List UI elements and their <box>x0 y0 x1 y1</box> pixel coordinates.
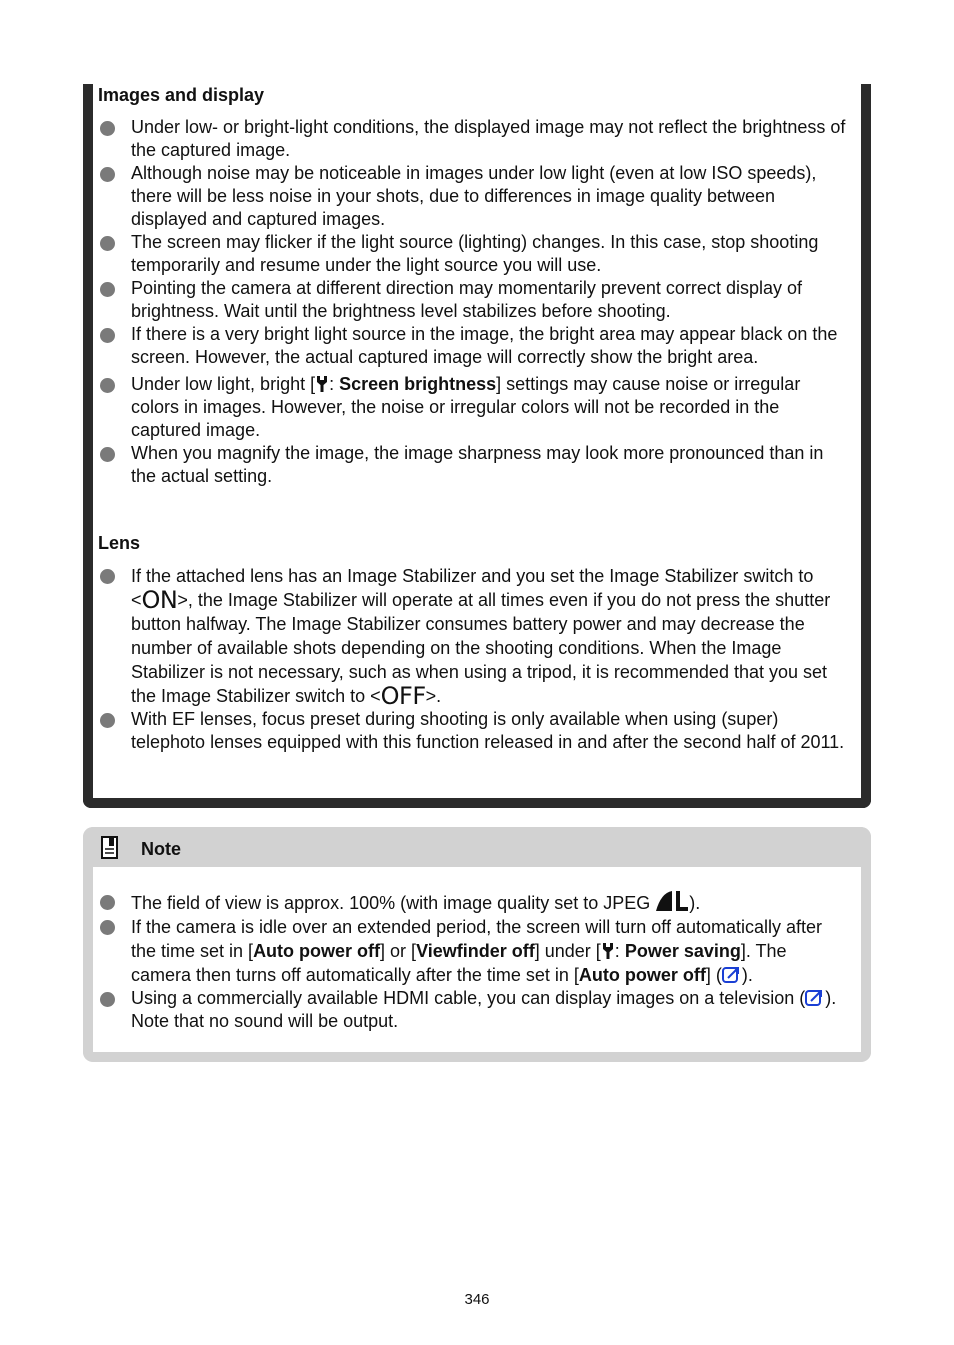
bullet-icon <box>100 167 115 182</box>
note-title: Note <box>141 839 181 859</box>
bullet-icon <box>100 992 115 1007</box>
wrench-setup-icon <box>601 942 615 960</box>
list-item: If there is a very bright light source in the image, the bright area may appear black on the screen. However, the actual captured image will correctly show the bright area. <box>98 323 850 369</box>
wrench-setup-icon <box>315 375 329 393</box>
jpeg-large-quality-icon <box>655 890 689 912</box>
bullet-icon <box>100 282 115 297</box>
bullet-icon <box>100 328 115 343</box>
bullet-icon <box>100 378 115 393</box>
bullet-icon <box>100 895 115 910</box>
note-header <box>83 827 871 867</box>
list-item: The screen may flicker if the light source (lighting) changes. In this case, stop shooting temporarily and resume under the light source you will use. <box>98 231 850 277</box>
list-item: Although noise may be noticeable in images under low light (even at low ISO speeds), there will be less noise in your shots, due to differences in image quality between displayed and captured images. <box>98 162 850 231</box>
section-title-lens: Lens <box>98 533 141 553</box>
lens-list <box>98 564 850 754</box>
bullet-icon <box>100 447 115 462</box>
page-link-icon[interactable] <box>805 987 825 1007</box>
bullet-icon <box>100 236 115 251</box>
list-item: Under low light, bright [ : Screen brightness] settings may cause noise or irregular colors in images. However, the noise or irregular colors will not be recorded in the captured image. <box>98 373 850 442</box>
list-item: When you magnify the image, the image sharpness may look more pronounced than in the actual setting. <box>98 442 850 488</box>
list-item: If the attached lens has an Image Stabilizer and you set the Image Stabilizer switch to <ON>, the Image Stabilizer will operate at all times even if you do not press the shutter button halfway. The Image Stabilizer consumes battery power and may decrease the number of available shots depending on the shooting conditions. When the Image Stabilizer is not necessary, such as when using a tripod, it is recommended that you set the Image Stabilizer switch to <OFF>. <box>98 564 850 708</box>
list-item: Pointing the camera at different direction may momentarily prevent correct display of brightness. Wait until the brightness level stabilizes before shooting. <box>98 277 850 323</box>
list-item: With EF lenses, focus preset during shooting is only available when using (super) telephoto lenses equipped with this function released in and after the second half of 2011. <box>98 708 850 754</box>
images-display-list <box>98 116 850 488</box>
bullet-icon <box>100 920 115 935</box>
bullet-icon <box>100 713 115 728</box>
page-number: 346 <box>464 1291 490 1308</box>
bullet-icon <box>100 569 115 584</box>
note-list <box>98 890 850 1033</box>
off-switch-glyph: OFF <box>380 682 426 710</box>
list-item: Under low- or bright-light conditions, the displayed image may not reflect the brightness of the captured image. <box>98 116 850 162</box>
list-item: Using a commercially available HDMI cable, you can display images on a television ( ). Note that no sound will be output. <box>98 987 850 1033</box>
list-item: The field of view is approx. 100% (with image quality set to JPEG ). <box>98 890 850 915</box>
section-title-images-display: Images and display <box>98 85 265 105</box>
bullet-icon <box>100 121 115 136</box>
page-link-icon[interactable] <box>722 964 742 984</box>
on-switch-glyph: ON <box>141 586 178 614</box>
note-memo-icon <box>100 836 120 860</box>
list-item: If the camera is idle over an extended period, the screen will turn off automatically after the time set in [Auto power off] or [Viewfinder off] under [ : Power saving]. The camera then turns off automatically after the time set in [Auto power off] ( ). <box>98 915 850 987</box>
